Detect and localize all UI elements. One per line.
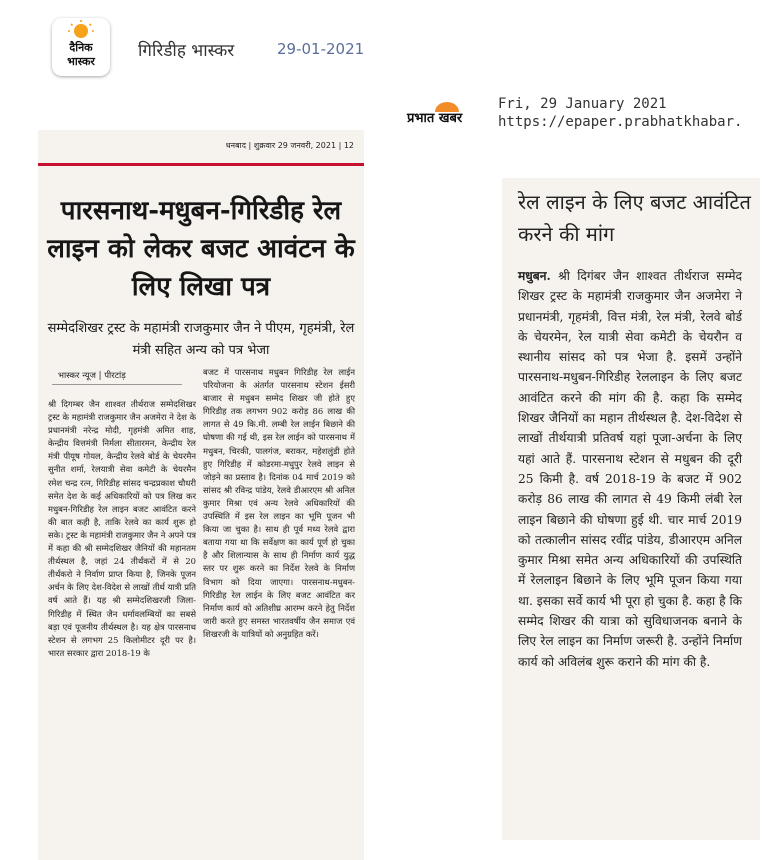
prabhat-khabar-logo [405,100,493,126]
headline: रेल लाइन के लिए बजट आवंटित करने की मांग [518,190,751,246]
epaper-url[interactable]: https://epaper.prabhatkhabar. [498,114,743,130]
logo-text: प्रभात खबर [407,111,463,126]
article-body [518,266,742,672]
article-column-1: श्री दिगम्बर जैन शाश्वत तीर्थराज सम्मेदशिखर ट्रस्ट के महामंत्री राजकुमार जैन अजमेरा ने देश के प्रधानमंत्री नरेन्द्र मोदी, गृहमंत्री अमित शाह, केन्द्रीय वित्तमंत्री निर्मला सीतारमन, केन्द्रीय रेल मंत्री पीयूष गोयल, केन्द्रीय रेलवे बोर्ड के चेयरमैन सुनीत शर्मा, रेलयात्री सेवा कमेटी के चेयरमैन रमेश चन्द्र रत्न, गिरिडीह सांसद चन्द्रप्रकाश चौधरी समेत देश के कई अधिकारियों को पत्र लिख कर मधुबन-गिरिडीह रेल लाइन बजट आवंटित करने की बात कही है, ताकि रेलवे का कार्य शुरू हो सके। ट्रस्ट के महामंत्री राजकुमार जैन ने अपने पत्र में कहा की श्री सम्मेदशिखर जैनियों की महानतम तीर्थस्थल है, जहां 24 तीर्थंकरों में से 20 तीर्थंकरो ने निर्वाण प्राप्त किया है, जिनके पूजन अर्चन के लिए देश-विदेश से लाखों तीर्थ यात्री प्रति वर्ष आते हैं। यह श्री सम्मेदशिखरजी जिला-गिरिडीह में स्थित जैन धर्मावलम्बियों का सबसे बड़ा एवं पूजनीय तीर्थस्थल है। यह क्षेत्र पारसनाथ स्टेशन से लगभग 25 किलोमीटर दूरी पर है। भारत सरकार द्वारा 2018-19 के [48,399,196,658]
subheadline: सम्मेदशिखर ट्रस्ट के महामंत्री राजकुमार जैन ने पीएम, गृहमंत्री, रेल मंत्री सहित अन्य को पत्र भेजा [47,321,355,358]
logo-text-line1: दैनिक [69,41,93,54]
byline: भास्कर न्यूज | पीरटांड़ [58,371,126,381]
lead-place: मधुबन. [518,269,551,283]
epaper-date: Fri, 29 January 2021 [498,96,667,112]
headline: पारसनाथ-मधुबन-गिरिडीह रेल लाइन को लेकर बजट आवंटन के लिए लिखा पत्र [47,196,355,302]
dainik-bhaskar-logo [52,18,110,76]
source-name: गिरिडीह भास्कर [138,41,235,61]
logo-text-line2: भास्कर [67,55,95,68]
article-column-2: बजट में पारसनाथ मधुबन गिरिडीह रेल लाईन परियोजना के अंतर्गत पारसनाथ स्टेशन ईसरी बाजार से मधुबन सम्मेद शिखर जी होते हुए गिरिडीह तक लगभग 902 करोड़ 86 लाख की लागत से 49 कि.मी. लम्बी रेल लाईन बिछाने की घोषणा की गई थी, इस रेल लाईन को पारसनाथ में मधुबन, चिरकी, पालगंज, बराकर, महेशलुंडी होते हुए गिरिडीह में कोडरमा-मधुपुर रेलवे लाइन से जोड़ने का प्रस्ताव है। दिनांक 04 मार्च 2019 को सांसद श्री रविन्द्र पांडेय, रेलवे डीआरएम श्री अनिल कुमार मिश्रा एवं अन्य रेलवे अधिकारियों की उपस्थिति में इस रेल लाइन का भूमि पूजन भी किया जा चुका है। साथ ही पूर्व मध्य रेलवे द्वारा बताया गया था कि सर्वेक्षण का कार्य पूर्ण हो चुका है और शिलान्यास के साथ ही निर्माण कार्य युद्ध स्तर पर शुरू करने का निर्देश रेलवे के निर्माण विभाग को दिया जाएगा। पारसनाथ-मधुबन-गिरिडीह रेल लाईन के लिए बजट आवंटित कर निर्माण कार्य को अतिशीघ्र आरम्भ करने हेतु निर्देश जारी करते हुए समस्त भारतवर्षीय जैन समाज एवं शिखरजी के यात्रियों को अनुग्रहित करें। [203,367,355,639]
source-date: 29-01-2021 [277,40,365,58]
dateline: धनबाद | शुक्रवार 29 जनवरी, 2021 | 12 [225,141,354,150]
article-text: श्री दिगंबर जैन शाश्वत तीर्थराज सम्मेद शिखर ट्रस्ट के महामंत्री राजकुमार जैन अजमेरा ने प्रधानमंत्री, गृहमंत्री, वित्त मंत्री, रेल मंत्री, रेलवे बोर्ड के चेयरमेन, रेल यात्री सेवा कमेटी के चेयरौन व स्थानीय सांसद को पत्र भेजा है. इसमें उन्होंने पारसनाथ-मधुबन-गिरिडीह रेललाइन के लिए बजट आवंटित करने की मांग की है. कहा कि सम्मेद शिखर जैनियों का महान तीर्थस्थल है. देश-विदेश से लाखों तीर्थयात्री प्रतिवर्ष यहां पूजा-अर्चना के लिए यहां आते हैं. पारसनाथ स्टेशन से मधुबन की दूरी 25 किमी है. वर्ष 2018-19 के बजट में 902 करोड़ 86 लाख की लागत से 49 किमी लंबी रेल लाइन बिछाने की घोषणा हुई थी. चार मार्च 2019 को तत्कालीन सांसद रवींद्र पांडेय, डीआरएम अनिल कुमार मिश्रा समेत अन्य अधिकारियों की उपस्थिति में रेललाइन बिछाने के लिए भूमि पूजन किया गया था. इसका सर्वे कार्य भी पूरा हो चुका है. कहा है कि सम्मेद शिखर की यात्रा को सुविधाजनक बनाने के लिए रेल लाइन का निर्माण जरूरी है. उन्होंने निर्माण कार्य को अविलंब शुरू कराने की मांग की है. [518,269,742,669]
red-rule [38,163,364,166]
prabhat-clipping [502,178,760,840]
bhaskar-clipping [38,130,364,860]
byline-divider [52,384,182,385]
